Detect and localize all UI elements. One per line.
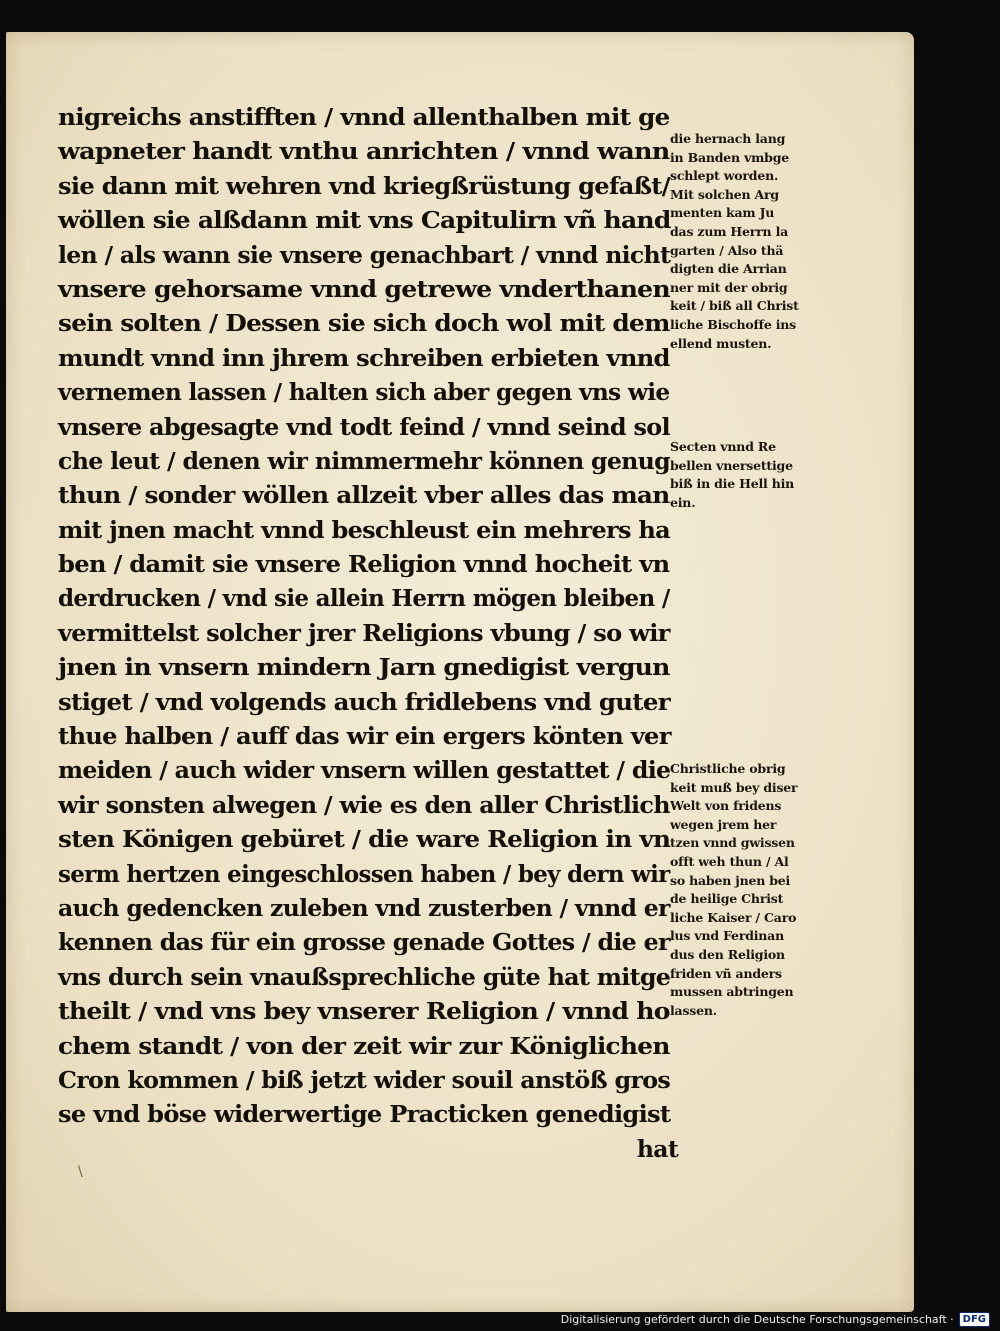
margin-note-line: ein. — [670, 494, 696, 510]
text-line: theilt / vnd vns bey vnserer Religion / vnnd ho — [58, 997, 670, 1026]
text-line: stiget / vnd volgends auch fridlebens vnd guter — [58, 687, 670, 716]
text-line: serm hertzen eingeschlossen haben / bey dern wir — [58, 859, 670, 888]
text-line: mit jnen macht vnnd beschleust ein mehrers ha — [58, 515, 671, 544]
text-line: sein solten / Dessen sie sich doch wol mit dem — [58, 309, 670, 338]
catchword: hat — [636, 1134, 678, 1163]
text-line: vnsere gehorsame vnnd getrewe vnderthanen — [58, 274, 670, 303]
margin-note-line: die hernach lang — [670, 131, 786, 146]
text-line: auch gedencken zuleben vnd zusterben / vnnd er — [58, 893, 670, 922]
text-line: wapneter handt vnthu anrichten / vnnd wann — [58, 137, 670, 166]
text-line: wöllen sie alßdann mit vns Capitulirn vñ hand — [58, 206, 671, 235]
text-line: derdrucken / vnd sie allein Herrn mögen bleiben / — [58, 584, 670, 613]
margin-note-line: garten / Also thä — [670, 242, 784, 258]
text-line: Cron kommen / biß jetzt wider souil anstöß gros — [58, 1065, 671, 1094]
text-line: mundt vnnd inn jhrem schreiben erbieten vnnd — [58, 343, 670, 372]
margin-note-line: Welt von fridens — [670, 798, 782, 814]
margin-note-line: liche Kaiser / Caro — [670, 909, 797, 925]
margin-note-line: friden vñ anders — [670, 965, 782, 981]
margin-note-line: keit muß bey diser — [670, 779, 798, 795]
margin-note-line: Mit solchen Arg — [670, 186, 779, 202]
book-page — [6, 32, 914, 1312]
margin-note-line: keit / biß all Christ — [670, 298, 799, 314]
text-line: jnen in vnsern mindern Jarn gnedigist vergun — [58, 653, 670, 682]
text-line: kennen das für ein grosse genade Gottes / die er — [58, 928, 670, 957]
text-line: se vnd böse widerwertige Practicken genedigist — [58, 1100, 671, 1129]
margin-note-line: de heilige Christ — [670, 891, 784, 907]
margin-note-line: mussen abtringen — [670, 984, 794, 1000]
footer-credit — [561, 1312, 990, 1327]
margin-note-line: liche Bischoffe ins — [670, 316, 797, 332]
margin-note-line: menten kam Ju — [670, 205, 775, 221]
text-line: sie dann mit wehren vnd kriegßrüstung gefaßt/ — [58, 171, 670, 200]
margin-note-line: bellen vnersettige — [670, 457, 793, 473]
text-line: vns durch sein vnaußsprechliche güte hat mitge — [58, 962, 671, 991]
text-line: chem standt / von der zeit wir zur Königlichen — [58, 1031, 670, 1060]
text-line: che leut / denen wir nimmermehr können genug — [58, 446, 671, 475]
margin-note-1 — [670, 130, 860, 353]
margin-note-line: so haben jnen bei — [670, 872, 791, 888]
dfg-logo-icon: DFG — [959, 1312, 990, 1327]
margin-note-line: dus den Religion — [670, 946, 785, 962]
margin-note-line: digten die Arrian — [670, 261, 787, 277]
ink-mark: \ — [78, 1164, 83, 1180]
margin-note-3 — [670, 760, 860, 1020]
text-line: sten Königen gebüret / die ware Religion in vn — [58, 825, 671, 854]
text-line: meiden / auch wider vnsern willen gestattet / die — [58, 756, 671, 785]
text-line: thue halben / auff das wir ein ergers könten ver — [58, 722, 671, 751]
margin-note-line: offt weh thun / Al — [670, 853, 789, 869]
margin-note-line: das zum Herrn la — [670, 223, 789, 239]
margin-note-line: biß in die Hell hin — [670, 476, 795, 492]
text-line: wir sonsten alwegen / wie es den aller Christlich — [58, 790, 670, 819]
text-line: ben / damit sie vnsere Religion vnnd hocheit vn — [58, 550, 670, 579]
text-line: len / als wann sie vnsere genachbart / vnnd nicht — [58, 240, 671, 269]
text-line: nigreichs anstifften / vnnd allenthalben mit ge — [58, 103, 670, 131]
main-text-block — [58, 100, 678, 1166]
margin-note-line: lus vnd Ferdinan — [670, 928, 784, 944]
footer-text: Digitalisierung gefördert durch die Deutsche Forschungsgemeinschaft · — [560, 1313, 954, 1326]
text-line: vnsere abgesagte vnd todt feind / vnnd seind sol — [58, 412, 670, 441]
margin-note-line: lassen. — [670, 1002, 717, 1018]
margin-note-2 — [670, 438, 860, 512]
text-line: thun / sonder wöllen allzeit vber alles das man — [58, 481, 670, 510]
text-line: vermittelst solcher jrer Religions vbung / so wir — [58, 618, 670, 647]
margin-note-line: wegen jrem her — [670, 816, 777, 832]
margin-note-line: schlept worden. — [670, 168, 779, 184]
margin-note-line: in Banden vmbge — [670, 149, 789, 165]
margin-note-line: tzen vnnd gwissen — [670, 835, 795, 851]
margin-note-line: Christliche obrig — [670, 761, 786, 776]
margin-note-line: ellend musten. — [670, 335, 772, 351]
margin-note-line: ner mit der obrig — [670, 279, 788, 295]
margin-note-line: Secten vnnd Re — [670, 439, 776, 454]
text-line: vernemen lassen / halten sich aber gegen vns wie — [58, 378, 670, 407]
